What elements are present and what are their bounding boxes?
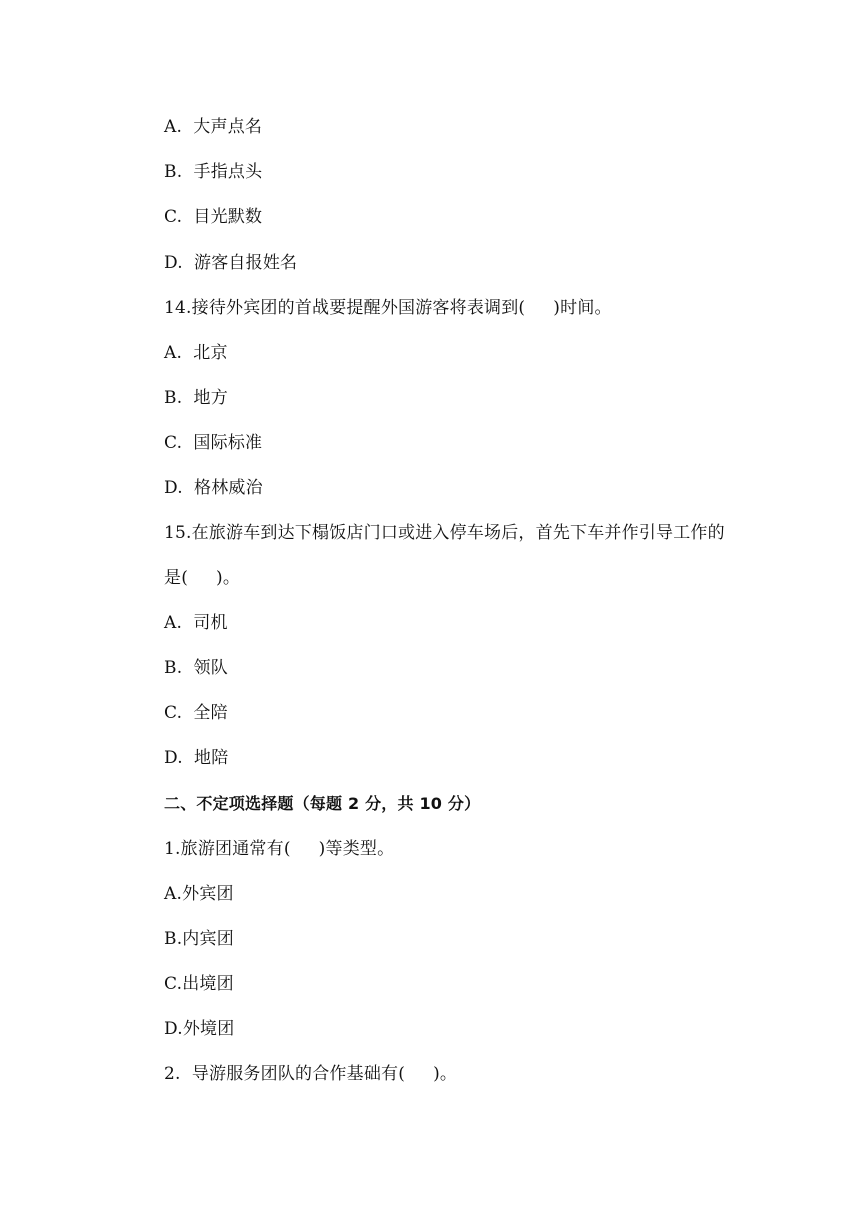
option-a-q14: A. 北京	[164, 343, 228, 363]
option-c-q13: C. 目光默数	[164, 207, 263, 227]
option-b-q1: B.内宾团	[164, 929, 234, 949]
option-a-q1: A.外宾团	[164, 884, 234, 904]
option-b-q14: B. 地方	[164, 388, 228, 408]
option-d-q1: D.外境团	[164, 1019, 235, 1039]
question-2: 2. 导游服务团队的合作基础有( )。	[164, 1064, 458, 1084]
question-15-line-2: 是( )。	[164, 568, 241, 588]
option-d-q15: D. 地陪	[164, 748, 229, 768]
option-c-q14: C. 国际标准	[164, 433, 263, 453]
question-15-line-1: 15.在旅游车到达下榻饭店门口或进入停车场后，首先下车并作引导工作的	[164, 523, 725, 543]
option-d-q14: D. 格林威治	[164, 478, 263, 498]
question-1: 1.旅游团通常有( )等类型。	[164, 839, 395, 859]
option-c-q1: C.出境团	[164, 974, 234, 994]
option-a-q13: A. 大声点名	[164, 117, 263, 137]
option-c-q15: C. 全陪	[164, 703, 228, 723]
section-heading: 二、不定项选择题（每题 2 分，共 10 分）	[164, 794, 481, 813]
option-a-q15: A. 司机	[164, 613, 228, 633]
option-b-q15: B. 领队	[164, 658, 228, 678]
option-b-q13: B. 手指点头	[164, 162, 263, 182]
question-14: 14.接待外宾团的首战要提醒外国游客将表调到( )时间。	[164, 298, 612, 318]
option-d-q13: D. 游客自报姓名	[164, 253, 298, 273]
